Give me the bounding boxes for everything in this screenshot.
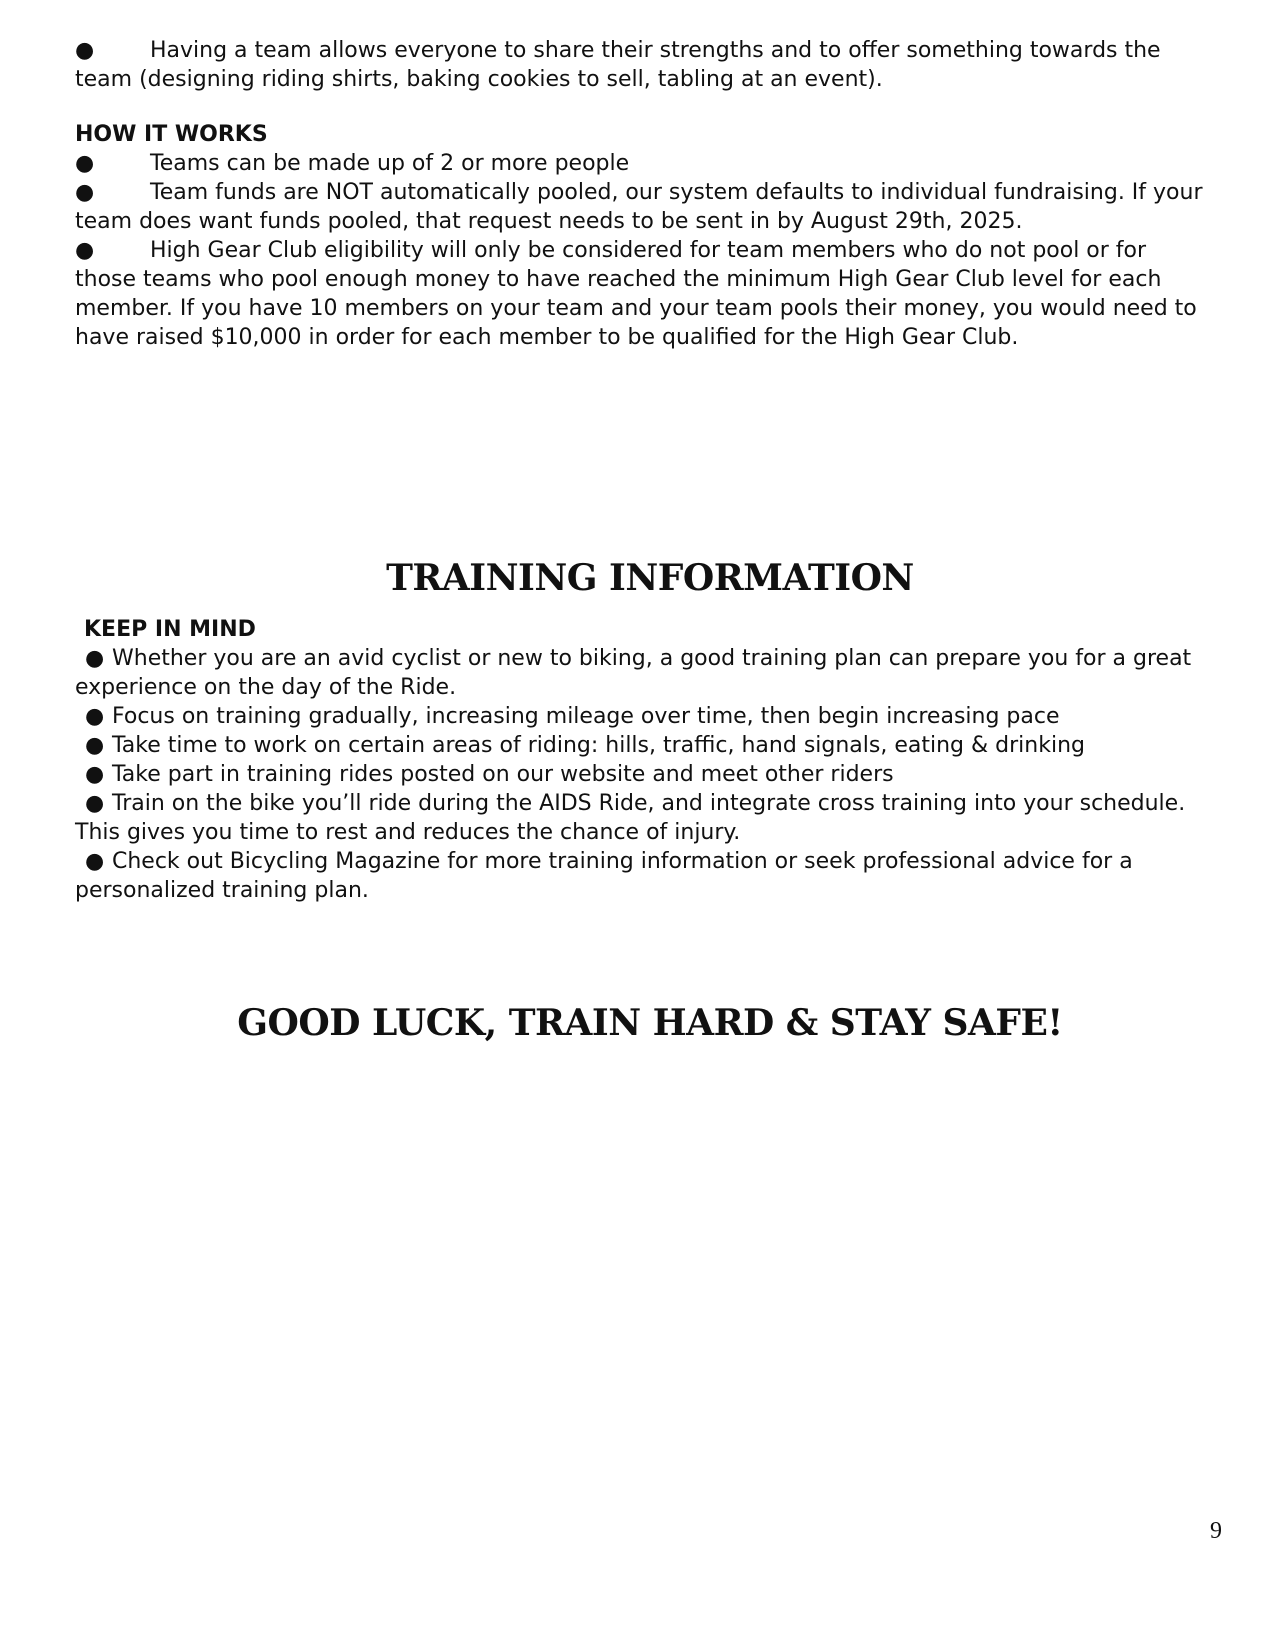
list-item-line <box>75 760 1225 789</box>
how-it-works-label: HOW IT WORKS <box>75 122 268 147</box>
list-item-line: those teams who pool enough money to have reached the minimum High Gear Club level for each <box>75 267 1162 292</box>
list-item <box>75 149 1225 178</box>
list-item <box>75 731 1225 760</box>
list-item-line <box>75 789 1225 818</box>
list-item-text: Take part in training rides posted on our website and meet other riders <box>112 762 894 787</box>
bullet-icon: ● <box>85 646 105 671</box>
page-number: 9 <box>1210 1518 1222 1544</box>
list-item-text: Train on the bike you’ll ride during the AIDS Ride, and integrate cross training into your schedule. <box>112 791 1186 816</box>
bullet-icon: ● <box>75 38 95 63</box>
keep-in-mind-section <box>75 615 1225 905</box>
bullet-icon: ● <box>85 704 105 729</box>
list-item <box>75 789 1225 847</box>
bullet-icon: ● <box>75 151 95 176</box>
list-item-line: experience on the day of the Ride. <box>75 675 457 700</box>
list-item-text: High Gear Club eligibility will only be considered for team members who do not pool or for <box>150 238 1147 263</box>
bullet-icon: ● <box>85 762 105 787</box>
bullet-icon: ● <box>75 238 95 263</box>
training-information-heading: TRAINING INFORMATION <box>386 557 914 599</box>
list-item-line <box>75 236 1225 265</box>
list-item <box>75 644 1225 702</box>
list-item <box>75 760 1225 789</box>
list-item <box>75 702 1225 731</box>
closing-heading: GOOD LUCK, TRAIN HARD & STAY SAFE! <box>237 1002 1063 1044</box>
list-item-line <box>75 644 1225 673</box>
list-item-line: team does want funds pooled, that request needs to be sent in by August 29th, 2025. <box>75 209 1023 234</box>
spacer <box>75 94 1225 120</box>
list-item-line <box>75 847 1225 876</box>
list-item-text: Whether you are an avid cyclist or new to biking, a good training plan can prepare you for a great <box>112 646 1192 671</box>
list-item-line <box>75 149 1225 178</box>
list-item-line <box>75 702 1225 731</box>
list-item-text: Take time to work on certain areas of riding: hills, traffic, hand signals, eating & drinking <box>112 733 1085 758</box>
team-benefit-text: Having a team allows everyone to share their strengths and to offer something towards the <box>150 38 1161 63</box>
list-item-line: This gives you time to rest and reduces the chance of injury. <box>75 820 741 845</box>
list-item-line <box>75 178 1225 207</box>
keep-in-mind-label: KEEP IN MIND <box>84 617 256 642</box>
bullet-icon: ● <box>85 791 105 816</box>
list-item <box>75 236 1225 352</box>
document-page <box>75 36 1225 1044</box>
list-item-line <box>75 731 1225 760</box>
how-it-works-section <box>75 120 1225 352</box>
list-item-text: Team funds are NOT automatically pooled, our system defaults to individual fundraising. If your <box>150 180 1203 205</box>
list-item-line: member. If you have 10 members on your team and your team pools their money, you would need to <box>75 296 1197 321</box>
list-item-text: Focus on training gradually, increasing mileage over time, then begin increasing pace <box>112 704 1060 729</box>
list-item <box>75 178 1225 236</box>
bullet-icon: ● <box>85 849 105 874</box>
list-item <box>75 847 1225 905</box>
list-item-line: have raised $10,000 in order for each member to be qualified for the High Gear Club. <box>75 325 1019 350</box>
team-benefit-line-1 <box>75 36 1225 65</box>
bullet-icon: ● <box>75 180 95 205</box>
team-benefit-paragraph <box>75 36 1225 94</box>
team-benefit-line-2: team (designing riding shirts, baking cookies to sell, tabling at an event). <box>75 67 883 92</box>
list-item-text: Check out Bicycling Magazine for more training information or seek professional advice for a <box>112 849 1133 874</box>
bullet-icon: ● <box>85 733 105 758</box>
list-item-line: personalized training plan. <box>75 878 369 903</box>
list-item-text: Teams can be made up of 2 or more people <box>150 151 630 176</box>
